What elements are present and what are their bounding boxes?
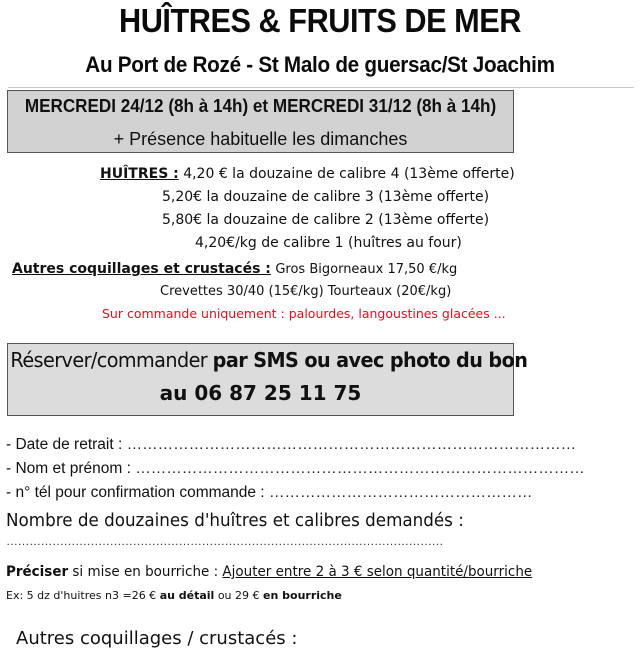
sms-instruction <box>10 348 528 372</box>
huitres-price-2: 5,20€ la douzaine de calibre 3 (13ème offerte) <box>162 189 490 205</box>
phone-number[interactable]: au 06 87 25 11 75 <box>159 381 362 405</box>
name-field-label: - Nom et prénom : <box>6 460 136 477</box>
sms-instruction-bold: par SMS ou avec photo du bon <box>212 348 528 372</box>
preciser-text: si mise en bourriche : <box>68 564 223 580</box>
on-order-note: Sur commande uniquement : palourdes, langoustines glacées ... <box>102 306 506 321</box>
quantity-answer-line[interactable]: …………………………………………………………………………………………………… <box>6 534 443 548</box>
bourriche-note <box>6 564 532 580</box>
date-field-label: - Date de retrait : <box>6 436 127 453</box>
autres-line-2: Crevettes 30/40 (15€/kg) Tourteaux (20€/kg) <box>160 284 452 299</box>
bourriche-example <box>6 589 342 602</box>
example-text-2: ou 29 € <box>214 589 264 602</box>
location-subtitle: Au Port de Rozé - St Malo de guersac/St Joachim <box>85 52 555 77</box>
autres-label: Autres coquillages et crustacés : <box>12 261 271 277</box>
date-field-dots: …………………………………………………………………………… <box>126 436 577 453</box>
huitres-price-3: 5,80€ la douzaine de calibre 2 (13ème offerte) <box>162 212 490 228</box>
name-field[interactable] <box>6 460 585 478</box>
phone-field-dots: …………………………………………… <box>268 484 533 501</box>
example-text: Ex: 5 dz d'huitres n3 =26 € <box>6 589 160 602</box>
huitres-label: HUÎTRES : <box>100 166 179 182</box>
other-shellfish-question: Autres coquillages / crustacés : <box>16 628 298 649</box>
autres-line-1 <box>12 261 457 277</box>
divider <box>8 87 634 88</box>
preciser-bold: Préciser <box>6 564 69 580</box>
market-dates: MERCREDI 24/12 (8h à 14h) et MERCREDI 31/12 (8h à 14h) <box>24 96 497 116</box>
page-title: HUÎTRES & FRUITS DE MER <box>119 2 521 39</box>
example-bold-bourriche: en bourriche <box>263 589 342 602</box>
name-field-dots: …………………………………………………………………………… <box>135 460 585 477</box>
sms-instruction-normal: Réserver/commander <box>10 348 213 372</box>
phone-field-label: - n° tél pour confirmation commande : <box>6 484 269 501</box>
huitres-price-1 <box>100 166 515 182</box>
sunday-presence: + Présence habituelle les dimanches <box>113 129 408 149</box>
bigorneaux-price: Gros Bigorneaux 17,50 €/kg <box>275 262 458 277</box>
example-bold-detail: au détail <box>159 589 215 602</box>
preciser-underlined: Ajouter entre 2 à 3 € selon quantité/bourriche <box>222 564 533 580</box>
date-field[interactable] <box>6 436 576 454</box>
phone-field[interactable] <box>6 484 532 502</box>
quantity-question: Nombre de douzaines d'huîtres et calibres demandés : <box>6 510 464 531</box>
huitres-price: 4,20 € la douzaine de calibre 4 (13ème offerte) <box>183 166 515 182</box>
huitres-price-4: 4,20€/kg de calibre 1 (huîtres au four) <box>195 235 462 251</box>
